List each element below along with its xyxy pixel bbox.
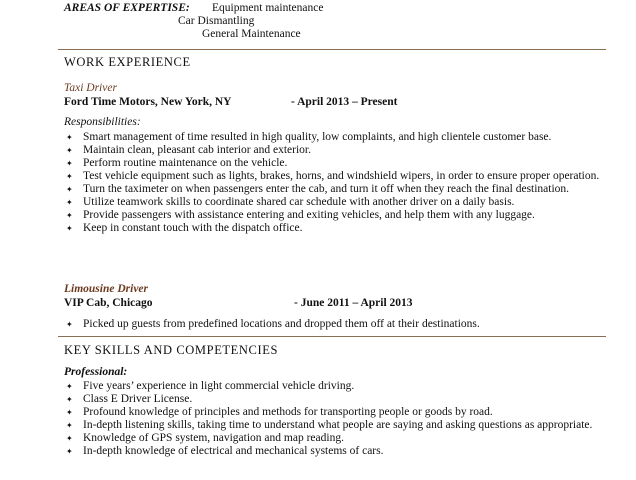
star-bullet-icon: ✦: [66, 211, 73, 220]
star-bullet-icon: ✦: [66, 172, 73, 181]
star-bullet-icon: ✦: [66, 159, 73, 168]
list-item: ✦ Perform routine maintenance on the vehicle.: [66, 157, 288, 169]
list-item: ✦ Class E Driver License.: [66, 393, 193, 405]
star-bullet-icon: ✦: [66, 146, 73, 155]
expertise-item: General Maintenance: [202, 28, 301, 40]
star-bullet-icon: ✦: [66, 382, 73, 391]
list-item: ✦ Five years’ experience in light commercial vehicle driving.: [66, 380, 355, 392]
list-item: ✦ In-depth listening skills, taking time to understand what people are saying and asking questions as appropriate.: [66, 419, 593, 431]
job-company: VIP Cab, Chicago: [64, 297, 153, 309]
list-item: ✦ Test vehicle equipment such as lights, brakes, horns, and windshield wipers, in order to ensure proper operation.: [66, 170, 600, 182]
expertise-label: AREAS OF EXPERTISE:: [64, 2, 190, 14]
star-bullet-icon: ✦: [66, 408, 73, 417]
list-item: ✦ Smart management of time resulted in high quality, low complaints, and high clientele customer base.: [66, 131, 552, 143]
expertise-item: Equipment maintenance: [212, 2, 324, 14]
list-item: ✦ Keep in constant touch with the dispatch office.: [66, 222, 303, 234]
star-bullet-icon: ✦: [66, 224, 73, 233]
list-item: ✦ Utilize teamwork skills to coordinate shared car schedule with another driver on a daily basis.: [66, 196, 515, 208]
section-heading-work-experience: WORK EXPERIENCE: [64, 55, 191, 69]
skills-sub-label: Professional:: [64, 366, 128, 378]
list-item: ✦ In-depth knowledge of electrical and mechanical systems of cars.: [66, 445, 384, 457]
star-bullet-icon: ✦: [66, 447, 73, 456]
list-item: ✦ Picked up guests from predefined locations and dropped them off at their destinations.: [66, 318, 480, 330]
list-item: ✦ Profound knowledge of principles and methods for transporting people or goods by road.: [66, 406, 493, 418]
star-bullet-icon: ✦: [66, 421, 73, 430]
star-bullet-icon: ✦: [66, 185, 73, 194]
responsibilities-label: Responsibilities:: [64, 116, 141, 128]
job-title: Taxi Driver: [64, 82, 117, 94]
list-item: ✦ Turn the taximeter on when passengers enter the cab, and turn it off when they reach the final destination.: [66, 183, 570, 195]
job-dates: - April 2013 – Present: [291, 96, 398, 108]
skills-bullet-list: [66, 380, 600, 458]
section-divider: [58, 336, 606, 337]
section-heading-key-skills: KEY SKILLS AND COMPETENCIES: [64, 343, 279, 357]
list-item: ✦ Knowledge of GPS system, navigation and map reading.: [66, 432, 344, 444]
star-bullet-icon: ✦: [66, 320, 73, 329]
list-item: ✦ Maintain clean, pleasant cab interior and exterior.: [66, 144, 311, 156]
list-item: ✦ Provide passengers with assistance entering and exiting vehicles, and help them with any luggage.: [66, 209, 535, 221]
star-bullet-icon: ✦: [66, 198, 73, 207]
job-bullet-list: [66, 318, 600, 331]
star-bullet-icon: ✦: [66, 133, 73, 142]
job-title: Limousine Driver: [64, 283, 149, 295]
job-company: Ford Time Motors, New York, NY: [64, 96, 232, 108]
expertise-item: Car Dismantling: [178, 15, 255, 27]
star-bullet-icon: ✦: [66, 434, 73, 443]
job-dates: - June 2011 – April 2013: [294, 297, 413, 309]
job-bullet-list: [66, 131, 600, 235]
section-divider: [58, 49, 606, 50]
star-bullet-icon: ✦: [66, 395, 73, 404]
